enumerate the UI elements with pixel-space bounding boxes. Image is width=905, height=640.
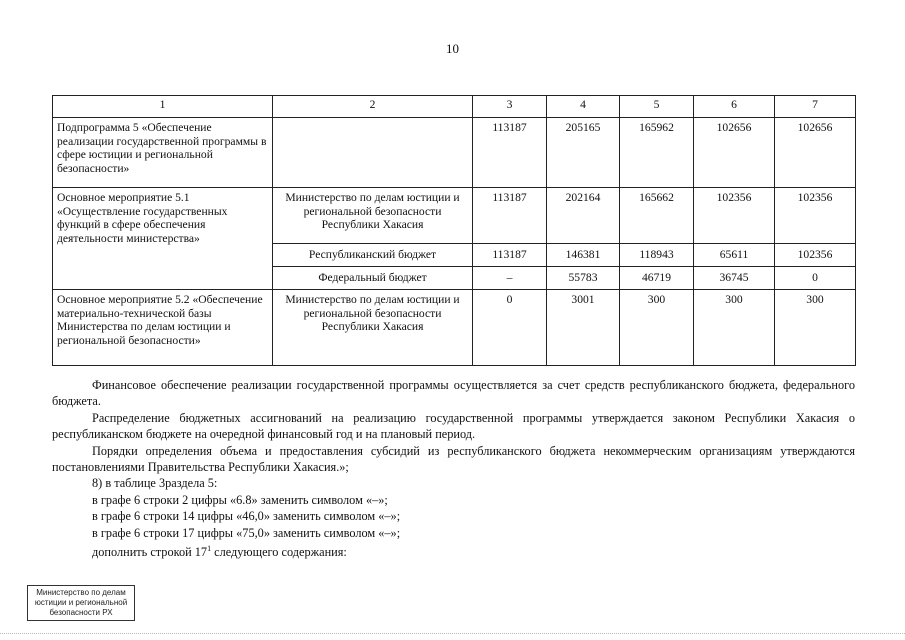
scan-edge: [0, 633, 905, 634]
value-cell: 102656: [694, 118, 775, 188]
amendment-text: следующего содержания:: [211, 545, 347, 560]
value-cell: 0: [775, 267, 856, 290]
value-cell: 102356: [775, 188, 856, 244]
value-cell: 36745: [694, 267, 775, 290]
paragraph: Порядки определения объема и предоставления субсидий из республиканского бюджета некоммерческим организациям утверждаются постановлениями Правительства Республики Хакасия.»;: [52, 443, 855, 475]
value-cell: 65611: [694, 244, 775, 267]
row-name: Основное мероприятие 5.2 «Обеспечение материально-технической базы Министерства по делам юстиции и региональной безопасности»: [53, 290, 273, 366]
body-text: [52, 377, 855, 561]
value-cell: 205165: [547, 118, 620, 188]
value-cell: 118943: [620, 244, 694, 267]
value-cell: 102356: [775, 244, 856, 267]
header-cell: 5: [620, 96, 694, 118]
value-cell: 165962: [620, 118, 694, 188]
superscript: 1: [207, 544, 212, 554]
page-number: 10: [446, 41, 459, 56]
row-org: Министерство по делам юстиции и региональной безопасности Республики Хакасия: [273, 188, 473, 244]
amendment-line: в графе 6 строки 17 цифры «75,0» заменить символом «–»;: [92, 525, 401, 540]
value-cell: 113187: [473, 118, 547, 188]
value-cell: 113187: [473, 188, 547, 244]
value-cell: 146381: [547, 244, 620, 267]
value-cell: 0: [473, 290, 547, 366]
row-name: Основное мероприятие 5.1 «Осуществление государственных функций в сфере обеспечения деятельности министерства»: [53, 188, 273, 290]
header-cell: 2: [273, 96, 473, 118]
amendment-line: в графе 6 строки 14 цифры «46,0» заменить символом «–»;: [92, 509, 401, 524]
header-cell: 3: [473, 96, 547, 118]
budget-label: Федеральный бюджет: [273, 267, 473, 290]
table-row: [53, 290, 856, 366]
paragraph: Финансовое обеспечение реализации государственной программы осуществляется за счет средств республиканского бюджета, федерального бюджета.: [52, 378, 855, 409]
value-cell: 102356: [694, 188, 775, 244]
value-cell: –: [473, 267, 547, 290]
row-org: Министерство по делам юстиции и региональной безопасности Республики Хакасия: [273, 290, 473, 366]
row-name: Подпрограмма 5 «Обеспечение реализации государственной программы в сфере юстиции и региональной безопасности»: [53, 118, 273, 188]
budget-label: Республиканский бюджет: [273, 244, 473, 267]
ministry-stamp: [27, 585, 135, 621]
value-cell: 202164: [547, 188, 620, 244]
value-cell: 55783: [547, 267, 620, 290]
value-cell: 113187: [473, 244, 547, 267]
table-row: [53, 188, 856, 244]
header-cell: 7: [775, 96, 856, 118]
value-cell: 300: [620, 290, 694, 366]
stamp-line: юстиции и региональной: [34, 598, 128, 607]
header-cell: 1: [53, 96, 273, 118]
value-cell: 300: [694, 290, 775, 366]
value-cell: 102656: [775, 118, 856, 188]
amendment-line: 8) в таблице 3раздела 5:: [92, 476, 218, 491]
amendment-text: дополнить строкой 17: [92, 545, 208, 560]
paragraph: Распределение бюджетных ассигнований на реализацию государственной программы утверждается законом Республики Хакасия о республиканском бюджете на очередной финансовый год и на плановый период.: [52, 410, 855, 442]
value-cell: 165662: [620, 188, 694, 244]
table-header-row: [53, 96, 856, 118]
header-cell: 4: [547, 96, 620, 118]
value-cell: 46719: [620, 267, 694, 290]
amendment-line: в графе 6 строки 2 цифры «6.8» заменить символом «–»;: [92, 492, 388, 507]
value-cell: 3001: [547, 290, 620, 366]
row-org: [273, 118, 473, 188]
stamp-line: безопасности РХ: [49, 608, 113, 617]
value-cell: 300: [775, 290, 856, 366]
table-row: [53, 118, 856, 188]
stamp-line: Министерство по делам: [36, 588, 126, 597]
budget-table: [52, 95, 856, 366]
amendment-line: [52, 541, 855, 561]
header-cell: 6: [694, 96, 775, 118]
